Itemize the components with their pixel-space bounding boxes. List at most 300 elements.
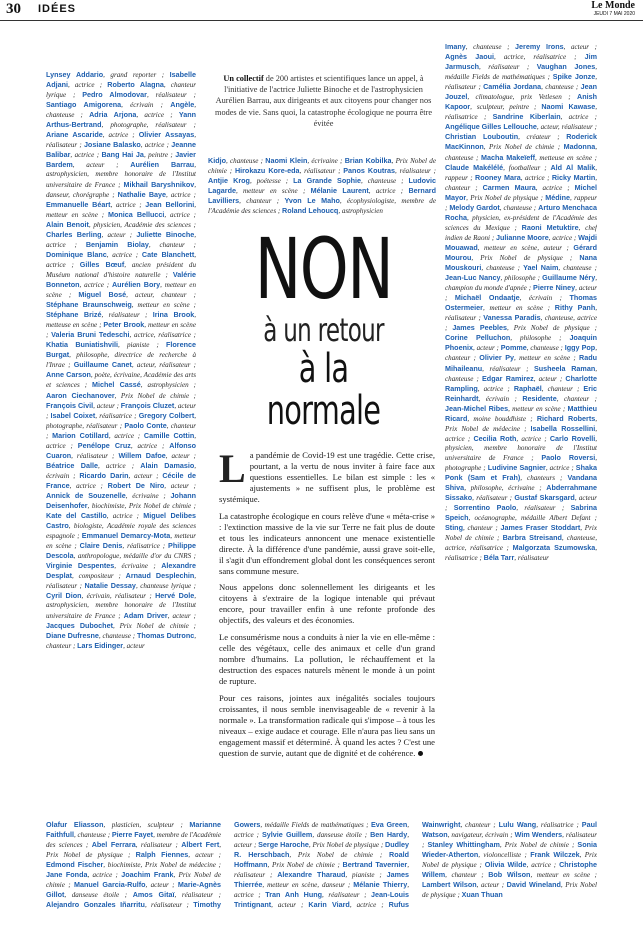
signatory-role: , plasticien, sculpteur ;	[103, 821, 190, 829]
signatory-name: Panos Koutras	[343, 166, 396, 176]
signatory-name: Cyril Dion	[46, 591, 82, 601]
signatory-name: Raphaël	[513, 383, 542, 393]
signatory-name: Sting	[445, 523, 463, 533]
signatory-role: , écrivaine ;	[307, 157, 345, 165]
signatory-role: , chanteuse ;	[526, 344, 565, 353]
signatory-name: Raoni Metuktire	[521, 222, 579, 232]
signatory-name: Roland Lehoucq	[282, 206, 339, 216]
signatory-role: , chanteuse lyrique ;	[135, 582, 196, 591]
signatory-role: , réalisatrice ;	[95, 411, 139, 420]
signatory-name: Lynsey Addario	[46, 70, 104, 79]
signatory-role: , écrivaine ;	[114, 562, 162, 571]
signatory-name: Lulu Wang	[498, 820, 537, 829]
signatory-name: Juliette Binoche	[136, 229, 195, 239]
signatory-name: Olivia Wilde	[484, 860, 527, 870]
signatory-role: , chanteur ;	[148, 240, 196, 249]
signatory-role: , acteur ;	[472, 344, 501, 353]
signatory-role: , acteur ;	[445, 284, 597, 303]
signatory-role: , Prix Nobel de chimie ;	[114, 391, 196, 400]
signatory-name: Vanessa Paradis	[483, 313, 541, 323]
signatory-role: , biochimiste, Prix Nobel de médecine ;	[103, 861, 221, 870]
newspaper-name: Le Monde	[591, 0, 635, 11]
signatory-name: Valeria Bruni Tedeschi	[51, 330, 130, 340]
signatory-name: Jane Fonda	[46, 870, 88, 880]
signatory-role: , acteur, chanteur ;	[126, 291, 196, 300]
signatory-name: Tran Anh Hung	[265, 890, 323, 900]
signatory-role: , Prix Nobel de physique ;	[471, 253, 580, 262]
article-body	[219, 450, 435, 802]
signatory-role: , chanteuse ;	[558, 264, 597, 273]
signatory-role: , danseuse étoile ;	[64, 891, 133, 900]
signatory-name: François Cluzet	[120, 400, 175, 410]
signatory-role: , actrice ;	[70, 151, 102, 160]
signatory-name: Corine Pelluchon	[445, 333, 511, 343]
signatory-role: , réalisateur ;	[395, 167, 436, 176]
signatory-role: , astrophysicien	[338, 207, 383, 216]
signatory-name: Irina Brook	[152, 310, 195, 320]
signatory-role: , compositeur ;	[71, 572, 126, 581]
signatory-role: , écrivaine ;	[125, 491, 171, 500]
signatory-role: , violoncelliste ;	[478, 851, 531, 860]
signatory-name: Pierre Fayet	[111, 830, 154, 840]
signatory-name: Residente	[522, 393, 557, 403]
signatory-name: Sabrina Speich	[445, 503, 597, 523]
signatory-role: , Prix Nobel de chimie ;	[445, 524, 597, 543]
signatories-bottom-band	[46, 820, 597, 933]
signatory-role: , actrice ;	[46, 250, 196, 269]
signatory-name: Ariane Ascaride	[46, 130, 103, 140]
page-number: 30	[6, 1, 21, 17]
signatory-role: , Prix Nobel de chimie ;	[112, 621, 196, 630]
signatory-role: , acteur ;	[445, 494, 597, 513]
signatory-name: Kate del Castillo	[46, 511, 107, 521]
signatory-role: , actrice ;	[106, 250, 142, 259]
signatory-role: , chanteuse, actrice ;	[445, 314, 597, 333]
signatory-role: , Prix Nobel de physique ;	[507, 324, 597, 333]
signatory-role: , acteur ;	[46, 401, 196, 420]
signatory-name: Jean-Michel Ribes	[445, 403, 509, 413]
signatory-name: Marie-Agnès Gillot	[46, 880, 221, 900]
signatory-name: Malgorzata Szumowska	[512, 543, 596, 553]
signatory-name: Marion Cotillard	[52, 430, 109, 440]
signatory-name: François Civil	[46, 400, 94, 410]
signatory-name: Charles Berling	[46, 229, 102, 239]
signatories-left-column	[46, 70, 196, 835]
signatory-role: , footballeur ;	[503, 163, 551, 172]
signatory-name: Hirokazu Kore-eda	[234, 166, 300, 176]
signatory-role: , actrice ;	[548, 233, 579, 242]
signatory-role: , Prix Nobel de physique ;	[422, 851, 597, 870]
signatory-name: Charlotte Rampling	[445, 373, 597, 393]
signatory-role: , réalisateur ;	[46, 572, 196, 591]
signatory-name: Antjie Krog	[208, 176, 250, 186]
signatory-name: Carmen Maura	[482, 182, 536, 192]
signatory-name: Emmanuel Demarcy-Mota	[81, 531, 171, 541]
signatory-role: , metteur en scène ;	[46, 280, 196, 300]
signatory-role: , chanteuse ;	[445, 364, 597, 383]
signatory-role: , metteur en scène ;	[530, 871, 597, 880]
signatory-name: Isabel Coixet	[50, 410, 96, 420]
signatory-name: Alain Benoit	[46, 219, 89, 229]
signatory-name: Jacques Dubochet	[46, 620, 113, 630]
signatory-name: Willem Dafoe	[118, 450, 166, 460]
signatory-name: Michel Cassé	[92, 380, 141, 390]
signatory-name: Miguel Delibes Castro	[46, 511, 196, 531]
signatory-name: Michel Mayor	[445, 182, 597, 202]
signatory-name: Jean Bellorini	[145, 199, 195, 209]
signatory-name: Roderick MacKinnon	[445, 132, 597, 152]
signatory-name: Ricky Martin	[551, 172, 596, 182]
signatory-name: Anne Carson	[46, 370, 91, 380]
signatory-name: Arturo Menchaca Rocha	[445, 202, 597, 222]
signatory-name: Anish Kapoor	[445, 92, 597, 112]
drop-cap: L	[219, 450, 246, 491]
signatory-role: , actrice ;	[545, 463, 576, 472]
signatory-name: Amos Gitaï	[132, 890, 175, 900]
signatory-name: Karin Viard	[308, 900, 350, 910]
signatory-role: , chanteur ;	[462, 524, 501, 533]
signatory-role: , Prix Nobel de médecine ;	[445, 414, 597, 433]
signatory-role: , Prix Nobel de physique ;	[466, 193, 546, 202]
signatory-role: , réalisateur ;	[71, 451, 119, 460]
signatory-name: Christophe Willem	[422, 860, 597, 880]
signatory-role: , biochimiste, Prix Nobel de chimie ;	[87, 502, 196, 511]
signatory-role: , écrivain ;	[121, 101, 171, 110]
signatory-role: , chanteur ;	[541, 384, 584, 393]
signatory-role: , acteur, réalisateur ;	[131, 361, 196, 370]
signatory-name: Diane Dufresne	[46, 630, 99, 640]
signatory-role: , réalisateur ;	[445, 73, 597, 92]
signatory-role: , acteur ;	[101, 230, 137, 239]
signatory-role: , actrice ;	[79, 280, 112, 289]
signatory-name: Richard Roberts	[536, 413, 596, 423]
signatory-role: , navigateur, écrivain ;	[447, 831, 515, 840]
signatories-right-column	[445, 42, 597, 835]
signatory-name: Melody Gardot	[449, 202, 500, 212]
signatory-name: Mélanie Thierry	[353, 880, 408, 890]
signatory-name: Julianne Moore	[496, 232, 549, 242]
signatory-role: , acteur	[123, 641, 145, 650]
signatory-role: , acteur ;	[533, 374, 566, 383]
signatory-name: Dudley R. Herschbach	[234, 840, 409, 860]
signatory-role: , physicien, Académie des sciences ;	[88, 220, 196, 229]
signatory-role: , philosophe, directrice de recherche à l'Inrae ;	[46, 351, 196, 370]
signatory-name: Wim Wenders	[514, 830, 563, 840]
signatory-role: , metteur en scène, auteur ;	[477, 243, 574, 252]
signatory-role: , chanteuse ;	[225, 157, 266, 165]
signatory-name: Olafur Eliasson	[46, 820, 104, 829]
signatory-role: , astrophysicien, membre honoraire de l'Institut universitaire de France ;	[46, 161, 196, 189]
article-paragraph: La catastrophe écologique en cours relève d'une « méta-crise » : l'extinction massive de la vie sur Terre ne fait plus de doute et tous les indicateurs annoncent une menace existentielle directe. À la différence d'une pandémie, aussi grave soit-elle, il s'agit d'un effondrement global dont les conséquences seront sans commune mesure.	[219, 510, 435, 576]
signatory-role: , actrice ;	[46, 431, 196, 450]
signatory-role: , réalisateur ;	[135, 841, 182, 850]
signatory-role: , metteur en scène ;	[514, 354, 580, 363]
headline-line-1: NON	[254, 220, 393, 318]
signatory-name: Lambert Wilson	[422, 880, 477, 890]
signatory-name: Aurélien Barrau	[130, 160, 195, 170]
signatory-role: , réalisateur ;	[101, 311, 153, 320]
signatory-name: Virginie Despentes	[46, 561, 115, 571]
signatory-name: Joaquin Phoenix	[445, 333, 597, 353]
signatory-role: , chanteur ;	[556, 394, 597, 403]
signatory-role: , Prix Nobel de chimie ;	[483, 143, 564, 152]
signatory-role: , physicien, ex-président de l'Académie des sciences du Mexique ;	[445, 213, 597, 232]
signatory-name: Edgar Ramirez	[482, 373, 534, 383]
signatory-name: Christian Louboutin	[445, 132, 519, 142]
signatory-name: Bernard Lavilliers	[208, 186, 436, 206]
signatory-name: Madonna	[563, 142, 596, 152]
signatory-role: , actrice ;	[477, 384, 514, 393]
signatory-name: Paolo Conte	[124, 420, 167, 430]
signatory-role: , sculpteur, peintre ;	[470, 103, 542, 112]
signatory-name: Vaughan Jones	[536, 62, 596, 72]
signatory-role: , écophysiologiste, membre de l'Académie des sciences ;	[208, 197, 436, 216]
signatory-role: , écrivain ;	[46, 461, 196, 480]
signatory-role: , champion du monde d'apnée ;	[445, 274, 597, 293]
signatory-name: Ludovic Lagarde	[208, 176, 436, 196]
signatory-name: Miguel Bosé	[78, 290, 127, 300]
signatory-name: Roald Hoffmann	[234, 850, 409, 870]
signatory-role: , actrice ;	[520, 173, 552, 182]
signatory-name: Matthieu Ricard	[445, 403, 597, 423]
signatory-role: , acteur ;	[72, 161, 131, 170]
end-mark-icon	[418, 751, 423, 756]
signatory-role: , chanteuse ;	[98, 631, 137, 640]
intro-lead: Un collectif	[223, 74, 264, 83]
signatory-role: , actrice ;	[69, 481, 108, 490]
signatory-name: Paolo Roversi	[541, 452, 596, 462]
signatory-role: , actrice ;	[445, 424, 597, 443]
signatory-name: Angèle	[170, 100, 195, 110]
signatory-name: Nana Mouskouri	[445, 252, 597, 273]
signatory-role: , metteur en scène ;	[235, 187, 311, 196]
signatories-middle-band	[208, 156, 436, 219]
signatory-name: Barbra Streisand	[502, 533, 562, 543]
signatory-role: , actrice ;	[97, 461, 141, 470]
signatory-name: Adria Arjona	[89, 110, 137, 120]
signatory-role: , pianiste ;	[118, 341, 167, 350]
signatory-role: , écrivain ;	[519, 294, 570, 303]
signatory-name: Jean Jouzel	[445, 82, 597, 102]
signatory-role: , chanteur lyrique ;	[46, 81, 196, 100]
signatory-role: , photographe ;	[445, 453, 597, 472]
signatory-name: Emmanuelle Béart	[46, 199, 111, 209]
signatory-role: , réalisatrice ;	[122, 542, 169, 551]
signatory-role: , chanteuse ;	[499, 203, 539, 212]
signatory-name: Eva Green	[370, 820, 408, 829]
signatory-name: Ralph Fiennes	[135, 850, 189, 860]
signatory-name: Shaka Ponk (Sam et Frah)	[445, 462, 597, 483]
signatory-name: Peter Brook	[103, 320, 145, 330]
signatory-name: Médine	[545, 192, 571, 202]
signatory-name: Marianne Faithfull	[46, 820, 221, 840]
signatory-name: Béla Tarr	[483, 553, 515, 563]
signatory-name: Spike Jonze	[552, 72, 596, 82]
signatory-role: , actrice ;	[535, 183, 575, 192]
signatory-name: Pomme	[500, 343, 527, 353]
signatory-role: , actrice ;	[234, 821, 409, 840]
signatory-role: , médaille Fields de mathématiques ;	[445, 63, 597, 82]
signatory-name: Brian Kobilka	[344, 156, 392, 165]
signatory-role: , anthropologue, médaille d'or du CNRS ;	[73, 552, 196, 561]
signatory-name: Macha Makeïeff	[481, 152, 536, 162]
signatory-name: Naomi Klein	[265, 156, 308, 165]
signatory-role: , réalisateur ;	[445, 304, 597, 323]
signatory-name: Olivier Assayas	[138, 130, 195, 140]
signatory-role: , rappeur ;	[445, 193, 597, 212]
signatory-name: Nathalie Baye	[117, 189, 167, 199]
signatory-name: Valérie Bonneton	[46, 269, 196, 289]
signatory-name: Natalie Dessay	[84, 581, 136, 591]
signatory-name: Eric Reinhardt	[445, 383, 597, 403]
signatory-role: , actrice ;	[349, 901, 389, 910]
signatory-name: Adam Driver	[123, 610, 168, 620]
signatory-name: Guillaume Canet	[73, 360, 132, 370]
signatory-name: Dominique Blanc	[46, 249, 107, 259]
signatory-name: Béatrice Dalle	[46, 460, 98, 470]
signatory-name: Manuel Garcia-Rulfo	[74, 880, 146, 890]
signatory-name: Jeanne Balibar	[46, 140, 196, 160]
signatory-role: , metteuse en scène ;	[46, 311, 196, 330]
signatory-name: Sorrentino Paolo	[453, 503, 517, 513]
signatory-role: , réalisateur ;	[174, 891, 221, 900]
signatory-name: Jim Jarmusch	[445, 52, 597, 72]
signatory-role: , chanteuse ;	[541, 83, 581, 92]
signatory-role: , actrice ;	[108, 431, 144, 440]
section-title: IDÉES	[38, 3, 77, 15]
signatory-role: , réalisateur ;	[299, 167, 344, 176]
signatory-name: Abel Ferrara	[91, 840, 136, 850]
signatory-role: , actrice ;	[526, 861, 560, 870]
signatory-role: , actrice ;	[46, 230, 196, 249]
signatory-name: Sandrine Kiberlain	[492, 112, 561, 122]
signatory-role: , poétesse ;	[249, 177, 294, 186]
signatory-role: , metteur en scène, danseur ;	[262, 881, 354, 890]
signatory-role: , ancien président du Muséum national d'histoire naturelle ;	[46, 260, 196, 279]
signatory-name: Arnaud Desplechin	[125, 571, 195, 581]
signatory-name: Mélanie Laurent	[310, 186, 369, 196]
signatory-name: Radu Mihaileanu	[445, 353, 597, 373]
signatory-role: , réalisateur ;	[472, 494, 515, 503]
signatory-name: Claude Makélélé	[445, 162, 504, 172]
signatory-role: , Prix Nobel de chimie ;	[499, 841, 578, 850]
signatory-name: Annick de Souzenelle	[46, 490, 126, 500]
signatory-role: , chanteur ;	[46, 421, 196, 440]
signatory-name: Pierre Niney	[533, 283, 576, 293]
signatory-name: Thomas Dutronc	[137, 630, 195, 640]
signatory-name: Susheela Raman	[533, 363, 596, 373]
signatory-role: , metteur en scène ;	[131, 301, 196, 310]
signatory-role: , danseur, chorégraphe ;	[46, 180, 196, 199]
signatory-name: Bang Hai Ja	[101, 150, 144, 160]
signatory-role: , océanographe, médaille Albert Defant ;	[468, 514, 597, 523]
signatory-name: Xuan Thuan	[461, 890, 503, 900]
signatory-role: , actrice ;	[110, 200, 146, 209]
signatory-role: , rappeur ;	[445, 163, 597, 182]
signatory-name: La Grande Sophie	[293, 176, 361, 186]
signatory-name: Robert De Niro	[107, 480, 165, 490]
signatory-role: , acteur ;	[188, 851, 221, 860]
signatory-name: Yvon Le Maho	[284, 196, 340, 206]
signatory-role: , actrice ;	[140, 141, 172, 150]
signatory-role: , membre de l'Académie des sciences ;	[46, 831, 221, 850]
signatory-name: Imany	[445, 42, 466, 51]
article-paragraph: Nous appelons donc solennellement les dirigeants et les citoyens à s'extraire de la logique intenable qui prévaut encore, pour travailler enfin à une refonte profonde des objectifs, des valeurs et des économies.	[219, 582, 435, 626]
signatory-name: Michaël Ondaatje	[454, 293, 520, 303]
signatory-role: , photographe, réalisateur ;	[101, 121, 196, 130]
signatory-role: , actrice ;	[87, 871, 122, 880]
signatory-name: Hervé Dole	[155, 591, 195, 601]
signatory-role: , chanteur ;	[460, 821, 499, 829]
signatory-name: Cecilia Roth	[473, 433, 517, 443]
signatory-name: Stéphane Braunschweig	[46, 300, 132, 310]
signatory-role: , astrophysicien, membre honoraire de l'Institut universitaire de France ;	[46, 592, 196, 620]
signatory-name: Florence Burgat	[46, 340, 196, 360]
signatory-role: , réalisateur ;	[46, 131, 196, 150]
signatory-name: Agnès Jaoui	[445, 52, 495, 62]
signatory-role: , réalisateur ;	[322, 891, 372, 900]
signatory-name: Cate Blanchett	[141, 249, 195, 259]
signatory-role: , acteur ;	[271, 901, 309, 910]
signatory-name: Camille Cottin	[143, 430, 195, 440]
signatory-name: Ben Hardy	[370, 830, 408, 840]
signatory-role: , metteur en scène ;	[46, 532, 196, 551]
signatory-name: Alexandre Desplat	[46, 561, 196, 581]
signatory-name: Stéphane Brizé	[46, 310, 102, 320]
signatory-name: Wajdi Mouawad	[445, 232, 597, 252]
signatory-name: David Wineland	[506, 880, 561, 890]
signatory-name: Ludivine Sagnier	[487, 462, 546, 472]
signatory-role: , acteur ;	[164, 481, 196, 490]
signatory-name: Gilles Lellouche	[481, 122, 537, 132]
signatory-name: Alfonso Cuaron	[46, 440, 196, 460]
signatory-name: Bertrand Tavernier	[342, 860, 408, 870]
intro-standfirst	[212, 73, 435, 129]
signatory-role: , réalisateur ;	[422, 831, 597, 850]
signatory-role: , philosophe, écrivaine ;	[464, 484, 547, 493]
signatory-role: , Prix Nobel de chimie ;	[289, 851, 390, 860]
signatory-role: , chanteur ;	[46, 631, 196, 650]
signatory-role: , actrice ;	[164, 210, 196, 219]
signatory-name: Johann Deisenhofer	[46, 490, 196, 511]
signatory-role: , médaille Fields de mathématiques ;	[260, 821, 371, 829]
signatory-role: , metteur en scène ;	[508, 404, 568, 413]
signatory-name: Santiago Amigorena	[46, 100, 122, 110]
signatory-role: , Prix Nobel de physique ;	[308, 841, 386, 850]
signatory-name: Philippe Descola	[46, 541, 196, 561]
signatory-name: Olivier Py	[479, 353, 515, 363]
signatory-role: , acteur ;	[563, 43, 597, 51]
signatory-name: Alexandre Tharaud	[277, 870, 346, 880]
signatory-role: , metteur en scène ;	[46, 321, 196, 340]
signatory-role: , réalisatrice ;	[536, 821, 582, 829]
signatory-name: Paul Watson	[422, 820, 597, 840]
signatory-role: , actrice ;	[130, 441, 170, 450]
signatory-name: Serge Haroche	[258, 840, 309, 850]
signatory-name: Rithy Panh	[554, 303, 596, 313]
signatory-name: Abderrahmane Sissako	[445, 483, 597, 503]
signatory-role: , actrice ;	[102, 131, 139, 140]
signatory-name: Josiane Balasko	[83, 140, 141, 150]
signatory-role: , actrice ;	[166, 190, 196, 199]
signatory-role: , réalisateur ;	[482, 364, 534, 373]
signatory-role: , écrivain, réalisateur ;	[81, 592, 156, 601]
signatory-role: , actrice ;	[136, 111, 179, 120]
signatory-role: , danseuse étoile ;	[312, 831, 371, 840]
signatory-name: Claire Denis	[79, 541, 123, 551]
signatory-name: Aaron Ciechanover	[46, 390, 115, 400]
signatory-name: Sonia Wieder-Atherton	[422, 840, 597, 860]
